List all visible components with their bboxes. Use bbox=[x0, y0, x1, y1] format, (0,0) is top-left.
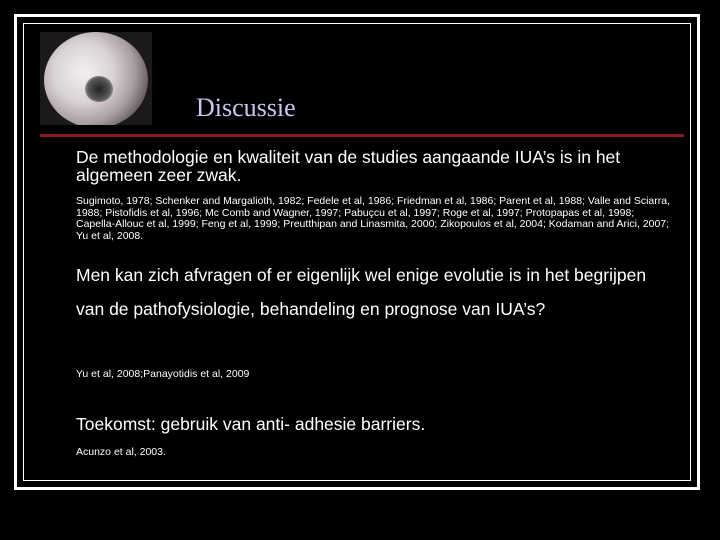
title-divider bbox=[40, 134, 684, 137]
slide-title: Discussie bbox=[196, 93, 296, 122]
references-evolution: Yu et al, 2008;Panayotidis et al, 2009 bbox=[76, 368, 250, 380]
references-methodology: Sugimoto, 1978; Schenker and Margalioth, 1982; Fedele et al, 1986; Friedman et al, 1986; Parent et al, 1988; Valle and Sciarra, 1988; Pistofidis et al, 1996; Mc Comb and Wagner, 1997; Pabuçcu et al, 1997; Roge et al, 1997; Protopapas et al, 1998; Capella-Allouc et al, 1999; Feng et al, 1999; Preutthipan and Linasmita, 2000; Zikopoulos et al, 2004; Kodaman and Arici, 2007; Yu et al, 2008. bbox=[76, 195, 671, 242]
paragraph-evolution: Men kan zich afvragen of er eigenlijk wel enige evolutie is in het begrijpen van de pathofysiologie, behandeling en prognose van IUA’s? bbox=[76, 265, 647, 319]
paragraph-future: Toekomst: gebruik van anti- adhesie barriers. bbox=[76, 414, 426, 434]
references-future: Acunzo et al, 2003. bbox=[76, 446, 166, 458]
paragraph-methodology: De methodologie en kwaliteit van de studies aangaande IUA’s is in het algemeen zeer zwak. bbox=[76, 147, 621, 185]
hysteroscopy-dark-spot bbox=[85, 76, 113, 102]
hysteroscopy-image bbox=[40, 32, 152, 125]
